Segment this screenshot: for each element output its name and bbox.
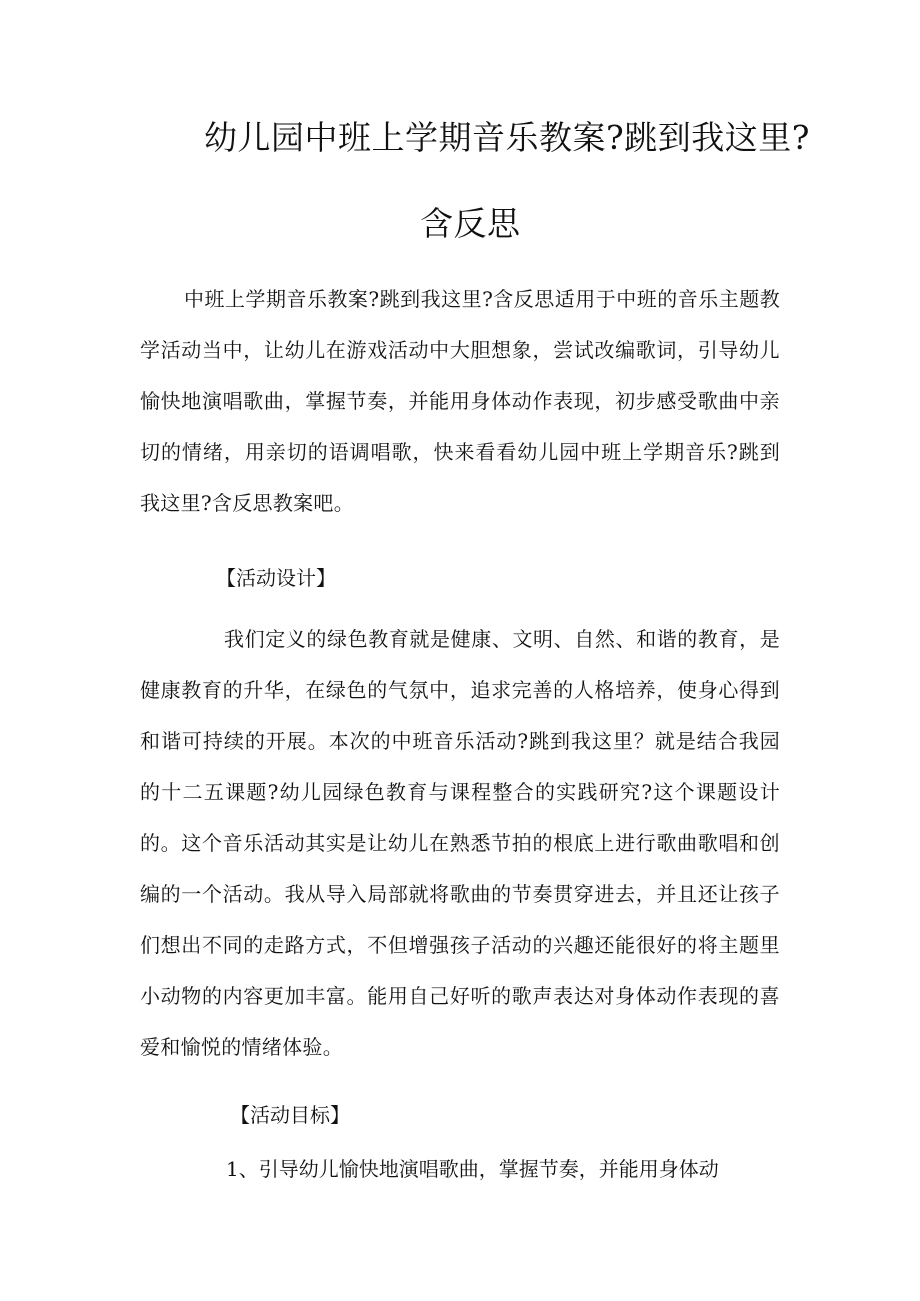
document-title-line-2: 含反思: [420, 204, 521, 243]
intro-paragraph: 中班上学期音乐教案?跳到我这里?含反思适用于中班的音乐主题教学活动当中，让幼儿在游戏活动中大胆想象，尝试改编歌词，引导幼儿愉快地演唱歌曲，掌握节奏，并能用身体动作表现，初步感受歌曲中亲切的情绪，用亲切的语调唱歌，快来看看幼儿园中班上学期音乐?跳到我这里?含反思教案吧。: [140, 287, 780, 515]
activity-goal-item: 1、引导幼儿愉快地演唱歌曲，掌握节奏，并能用身体动: [226, 1157, 719, 1181]
activity-goal-heading: 【活动目标】: [230, 1103, 350, 1127]
document-title-line-1: 幼儿园中班上学期音乐教案?跳到我这里?: [204, 118, 810, 157]
activity-design-paragraph: 我们定义的绿色教育就是健康、文明、自然、和谐的教育，是健康教育的升华，在绿色的气氛中，追求完善的人格培养，使身心得到和谐可持续的开展。本次的中班音乐活动?跳到我这里？就是结合我园的十二五课题?幼儿园绿色教育与课程整合的实践研究?这个课题设计的。这个音乐活动其实是让幼儿在熟悉节拍的根底上进行歌曲歌唱和创编的一个活动。我从导入局部就将歌曲的节奏贯穿进去，并且还让孩子们想出不同的走路方式，不但增强孩子活动的兴趣还能很好的将主题里小动物的内容更加丰富。能用自己好听的歌声表达对身体动作表现的喜爱和愉悦的情绪体验。: [140, 627, 780, 1059]
activity-design-heading: 【活动设计】: [216, 566, 336, 590]
